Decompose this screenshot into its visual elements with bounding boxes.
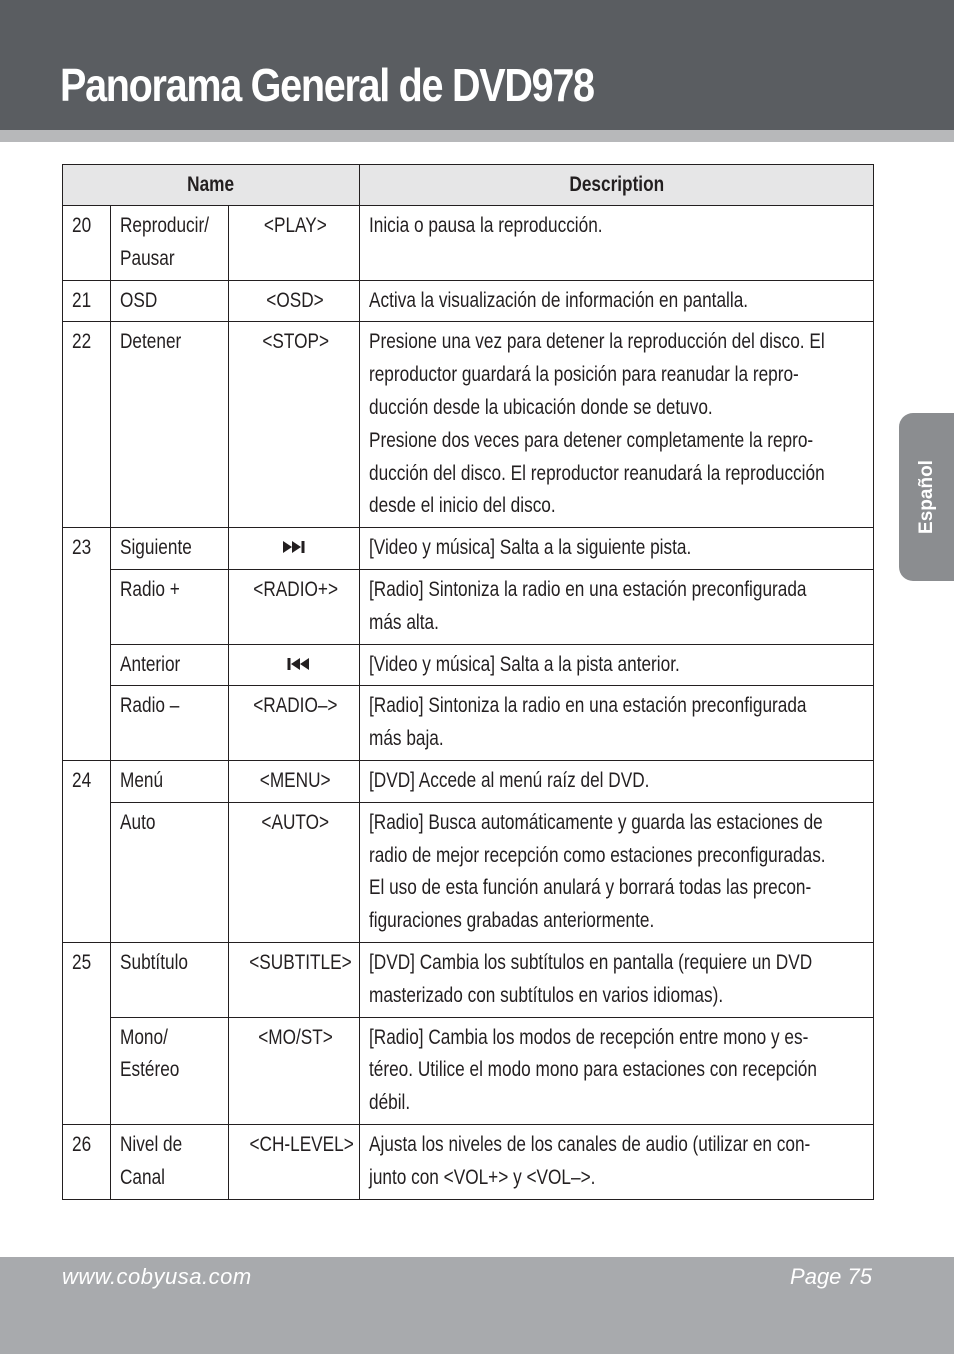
table-row (63, 280, 874, 322)
description-line: El uso de esta función anulará y borrará todas las precon- (369, 876, 812, 900)
description-line: radio de mejor recepción como estaciones preconfiguradas. (369, 843, 826, 867)
table-row (63, 644, 874, 686)
control-name: Menú (111, 760, 229, 802)
description-line: reproductor guardará la posición para reanudar la repro- (369, 363, 799, 387)
control-description (360, 1017, 874, 1124)
control-name: Siguiente (111, 528, 229, 570)
table-row (63, 1124, 874, 1199)
button-key-label: <OSD> (229, 280, 360, 322)
control-description (360, 280, 874, 322)
control-description (360, 802, 874, 942)
button-key-label: <RADIO–> (229, 686, 360, 761)
control-name: OSD (111, 280, 229, 322)
description-line: Presione una vez para detener la reproducción del disco. El (369, 330, 825, 354)
footer-url[interactable]: www.cobyusa.com (62, 1264, 252, 1289)
control-name: Subtítulo (111, 942, 229, 1017)
control-description (360, 322, 874, 528)
description-line: Presione dos veces para detener completamente la repro- (369, 428, 814, 452)
footer-page-number: Page 75 (790, 1264, 872, 1289)
control-name: Detener (111, 322, 229, 528)
description-line: [Video y música] Salta a la siguiente pista. (369, 536, 692, 560)
button-key-label: <PLAY> (229, 206, 360, 281)
description-line: [Radio] Sintoniza la radio en una estación preconfigurada (369, 577, 807, 601)
column-header-description: Description (360, 165, 874, 206)
next-track-icon (282, 536, 310, 559)
description-line: masterizado con subtítulos en varios idiomas). (369, 983, 724, 1007)
table-row (63, 322, 874, 528)
button-icon-cell (229, 644, 360, 686)
column-header-name: Name (63, 165, 360, 206)
description-line: Inicia o pausa la reproducción. (369, 214, 603, 237)
button-key-label: <STOP> (229, 322, 360, 528)
item-number: 23 (63, 528, 111, 761)
description-line: ducción del disco. El reproductor reanudará la reproducción (369, 461, 825, 485)
control-name: Mono/ Estéreo (111, 1017, 229, 1124)
description-line: más alta. (369, 610, 439, 634)
description-line: [Radio] Sintoniza la radio en una estación preconfigurada (369, 694, 807, 718)
description-line: débil. (369, 1091, 411, 1115)
control-description (360, 569, 874, 644)
language-side-tab[interactable] (899, 413, 954, 581)
description-line: [Radio] Busca automáticamente y guarda las estaciones de (369, 810, 823, 834)
page-title: Panorama General de DVD978 (60, 59, 594, 111)
control-name: Radio + (111, 569, 229, 644)
control-name: Anterior (111, 644, 229, 686)
control-description (360, 1124, 874, 1199)
button-key-label: <CH-LEVEL> (229, 1124, 360, 1199)
description-line: [Video y música] Salta a la pista anterior. (369, 652, 680, 676)
control-description (360, 206, 874, 281)
item-number: 25 (63, 942, 111, 1124)
item-number: 21 (63, 280, 111, 322)
controls-table (62, 164, 874, 1200)
description-line: Ajusta los niveles de los canales de audio (utilizar en con- (369, 1132, 811, 1156)
control-description (360, 644, 874, 686)
table-row (63, 760, 874, 802)
table-row (63, 569, 874, 644)
table-row (63, 528, 874, 570)
previous-track-icon (282, 653, 310, 676)
button-key-label: <AUTO> (229, 802, 360, 942)
header-accent-strip (0, 130, 954, 142)
item-number: 22 (63, 322, 111, 528)
control-name: Auto (111, 802, 229, 942)
description-line: Activa la visualización de información en pantalla. (369, 288, 749, 312)
control-name: Nivel de Canal (111, 1124, 229, 1199)
button-key-label: <RADIO+> (229, 569, 360, 644)
description-line: desde el inicio del disco. (369, 494, 556, 518)
control-description (360, 942, 874, 1017)
item-number: 20 (63, 206, 111, 281)
description-line: más baja. (369, 727, 444, 751)
table-row (63, 206, 874, 281)
description-line: [Radio] Cambia los modos de recepción entre mono y es- (369, 1025, 809, 1049)
button-key-label: <MO/ST> (229, 1017, 360, 1124)
item-number: 24 (63, 760, 111, 942)
language-side-tab-label: Español (915, 460, 937, 534)
control-name: Radio – (111, 686, 229, 761)
control-description (360, 528, 874, 570)
button-key-label: <SUBTITLE> (229, 942, 360, 1017)
control-description (360, 686, 874, 761)
item-number: 26 (63, 1124, 111, 1199)
description-line: téreo. Utilice el modo mono para estaciones con recepción (369, 1058, 818, 1082)
table-row (63, 802, 874, 942)
description-line: ducción desde la ubicación donde se detuvo. (369, 395, 713, 419)
description-line: figuraciones grabadas anteriormente. (369, 909, 655, 933)
table-row (63, 942, 874, 1017)
description-line: [DVD] Cambia los subtítulos en pantalla (requiere un DVD (369, 950, 813, 974)
table-header-row (63, 165, 874, 206)
table-row (63, 686, 874, 761)
table-row (63, 1017, 874, 1124)
button-key-label: <MENU> (229, 760, 360, 802)
description-line: [DVD] Accede al menú raíz del DVD. (369, 768, 650, 792)
control-name: Reproducir/ Pausar (111, 206, 229, 281)
control-description (360, 760, 874, 802)
description-line: junto con <VOL+> y <VOL–>. (369, 1165, 596, 1189)
button-icon-cell (229, 528, 360, 570)
